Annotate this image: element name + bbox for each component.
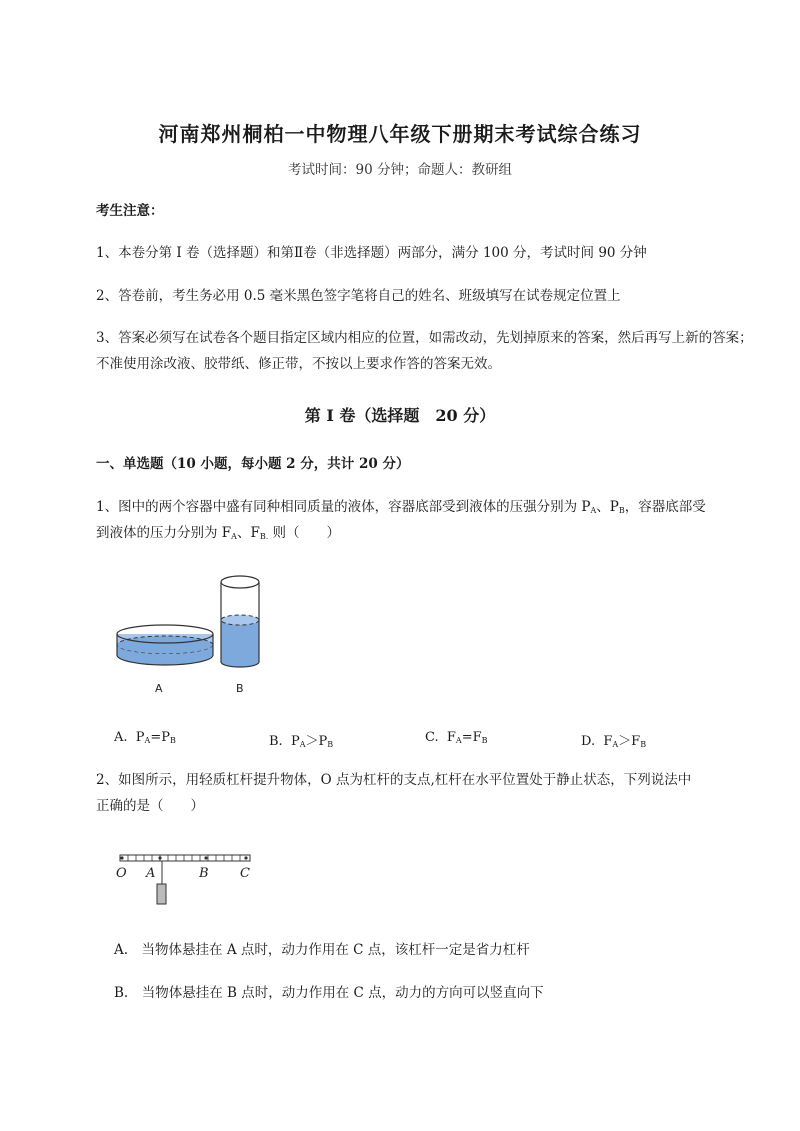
lever-bar	[120, 855, 250, 861]
question-1-line-2: 到液体的压力分别为 $F_A$、$F_{B.}$ 则（ ）	[96, 525, 341, 541]
figure-label-b: B	[236, 682, 244, 695]
container-a	[117, 625, 213, 665]
question-2-line-2: 正确的是（ ）	[96, 798, 204, 814]
exam-info: 考试时间：90 分钟；命题人：教研组	[288, 162, 512, 178]
question-2-line-1: 2、如图所示，用轻质杠杆提升物体，O 点为杠杆的支点,杠杆在水平位置处于静止状态，下列说法中	[96, 772, 692, 788]
q1-option-a[interactable]: A. $P_A=P_B$	[114, 730, 176, 745]
q1-option-d[interactable]: D. $F_A>F_B$	[581, 734, 647, 749]
notice-heading: 考生注意：	[96, 203, 164, 219]
lever-point-c: C	[240, 866, 250, 881]
figure-label-a: A	[155, 682, 163, 695]
q1-option-b[interactable]: B. $P_A>P_B$	[269, 734, 334, 749]
lever-point-a: A	[146, 866, 156, 881]
q1-option-c[interactable]: C. $F_A=F_B$	[425, 730, 488, 745]
section-title: 第 I 卷（选择题 20 分）	[304, 406, 496, 425]
container-b	[221, 576, 259, 667]
lever-figure	[115, 850, 255, 910]
q2-option-b[interactable]: B. 当物体悬挂在 B 点时，动力作用在 C 点，动力的方向可以竖直向下	[114, 985, 544, 1001]
lever-point-o: O	[116, 866, 127, 881]
q2-option-a[interactable]: A. 当物体悬挂在 A 点时，动力作用在 C 点，该杠杆一定是省力杠杆	[114, 942, 530, 958]
notice-item-3: 3、答案必须写在试卷各个题目指定区域内相应的位置，如需改动，先划掉原来的答案，然后再写上新的答案；不准使用涂改液、胶带纸、修正带，不按以上要求作答的答案无效。	[96, 330, 753, 372]
question-1-line-1: 1、图中的两个容器中盛有同种相同质量的液体，容器底部受到液体的压强分别为 $P_A$、$P_B$，容器底部受	[96, 499, 706, 515]
containers-figure	[110, 570, 280, 675]
notice-item-2: 2、答卷前，考生务必用 0.5 毫米黑色签字笔将自己的姓名、班级填写在试卷规定位置上	[96, 288, 621, 304]
notice-item-1: 1、本卷分第 I 卷（选择题）和第Ⅱ卷（非选择题）两部分，满分 100 分，考试时间 90 分钟	[96, 245, 647, 261]
part-heading: 一、单选题（10 小题，每小题 2 分，共计 20 分）	[96, 456, 410, 472]
page-title: 河南郑州桐柏一中物理八年级下册期末考试综合练习	[158, 122, 642, 146]
hanging-weight	[157, 861, 166, 904]
lever-point-b: B	[199, 866, 209, 881]
